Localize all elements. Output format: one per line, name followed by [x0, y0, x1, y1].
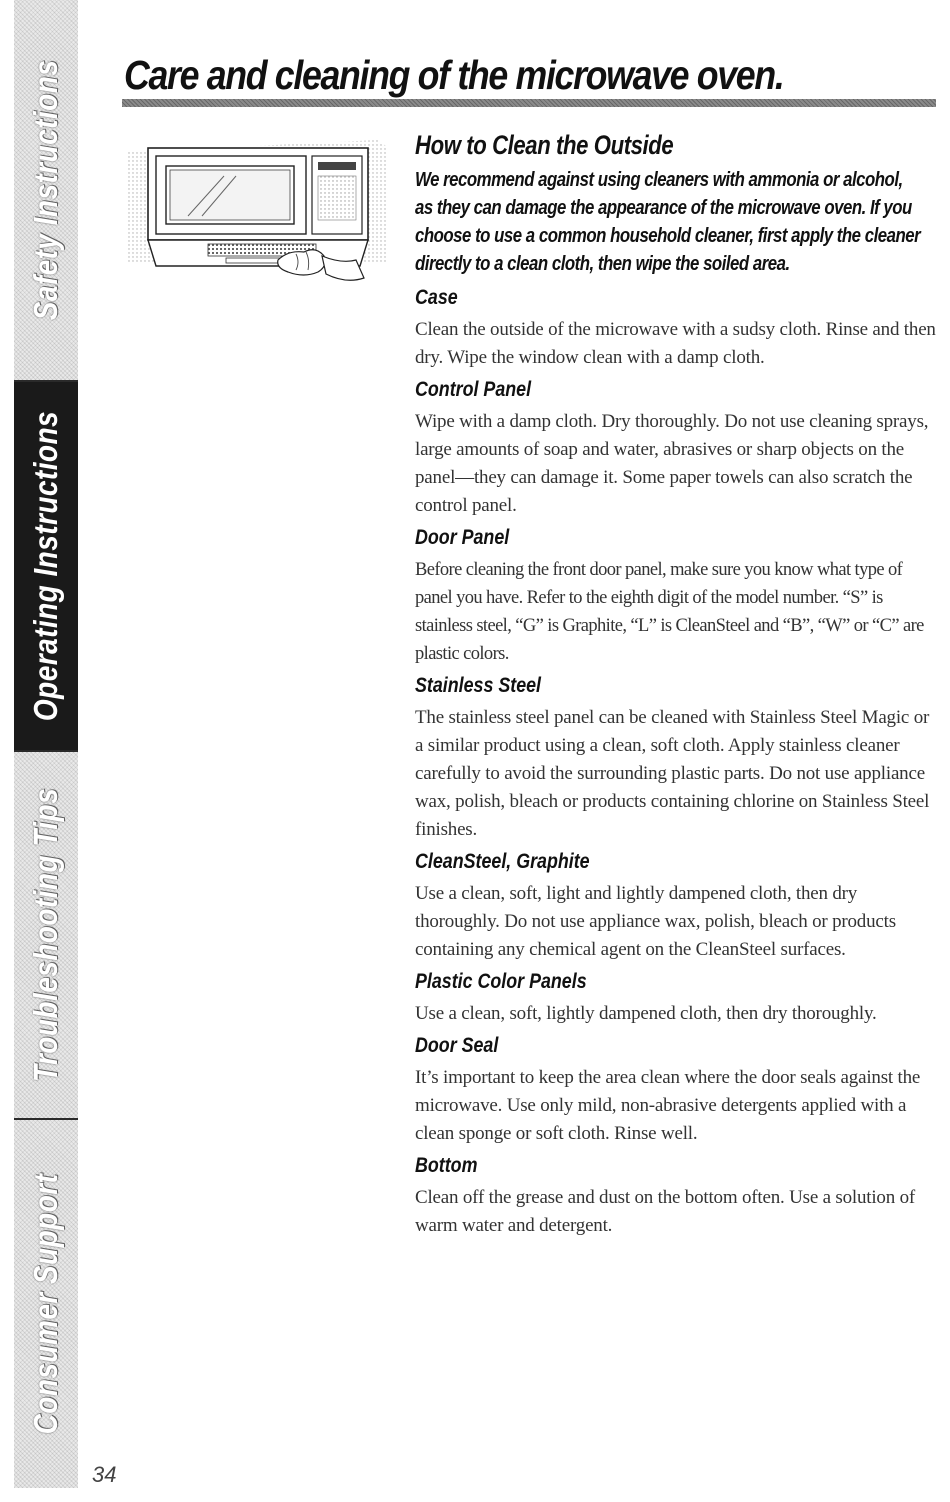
page-title: Care and cleaning of the microwave oven. [124, 52, 784, 98]
subsection-body: Use a clean, soft, lightly dampened cloth, then dry thoroughly. [415, 1003, 877, 1024]
tab-safety-instructions[interactable] [14, 0, 78, 382]
subsection-heading: Door Seal [415, 1034, 499, 1057]
subsection-body: Wipe with a damp cloth. Dry thoroughly. Do not use cleaning sprays, large amounts of soap and water, abrasives or sharp objects on the panel—they can damage it. Some paper towels can also scratch the control panel. [415, 411, 929, 516]
tab-label: Safety Instructions [27, 59, 64, 321]
section-heading: How to Clean the Outside [415, 130, 674, 160]
subsection-body: It’s important to keep the area clean where the door seals against the microwave. Use only mild, non-abrasive detergents applied with a clean sponge or soft cloth. Rinse well. [415, 1067, 921, 1144]
subsection-heading: CleanSteel, Graphite [415, 850, 590, 873]
subsection-body: Clean off the grease and dust on the bottom often. Use a solution of warm water and detergent. [415, 1187, 915, 1236]
tab-consumer-support[interactable] [14, 1120, 78, 1488]
page-number: 34 [92, 1462, 117, 1487]
subsection-heading: Plastic Color Panels [415, 970, 587, 993]
subsection-heading: Control Panel [415, 378, 532, 401]
tab-label: Troubleshooting Tips [27, 787, 64, 1083]
tab-troubleshooting-tips[interactable] [14, 752, 78, 1120]
side-tabs [14, 0, 78, 1488]
subsection-heading: Stainless Steel [415, 674, 542, 697]
tab-label: Operating Instructions [27, 410, 64, 722]
subsection-heading: Case [415, 286, 458, 309]
tab-label: Consumer Support [27, 1173, 64, 1435]
tab-operating-instructions[interactable] [14, 382, 78, 752]
subsection-heading: Bottom [415, 1154, 478, 1177]
microwave-illustration [128, 132, 390, 292]
title-rule [122, 99, 936, 107]
section-intro: We recommend against using cleaners with ammonia or alcohol, as they can damage the appearance of the microwave oven. If you choose to use a common household cleaner, first apply the cleaner directly to a clean cloth, then wipe the soiled area. [415, 168, 921, 275]
cleaning-content [415, 130, 940, 1246]
subsection-body: Use a clean, soft, light and lightly dampened cloth, then dry thoroughly. Do not use appliance wax, polish, bleach or products containing any chemical agent on the CleanSteel surfaces. [415, 883, 896, 960]
subsection-heading: Door Panel [415, 526, 510, 549]
subsection-body: Clean the outside of the microwave with a sudsy cloth. Rinse and then dry. Wipe the window clean with a damp cloth. [415, 319, 936, 368]
subsection-body: Before cleaning the front door panel, make sure you know what type of panel you have. Refer to the eighth digit of the model number. “S” is stainless steel, “G” is Graphite, “L” is CleanSteel and “B”, “W” or “C” are plastic colors. [415, 560, 924, 664]
subsection-body: The stainless steel panel can be cleaned with Stainless Steel Magic or a similar product using a clean, soft cloth. Apply stainless cleaner carefully to avoid the surrounding plastic parts. Do not use appliance wax, polish, bleach or products containing chlorine on Stainless Steel finishes. [415, 707, 930, 840]
